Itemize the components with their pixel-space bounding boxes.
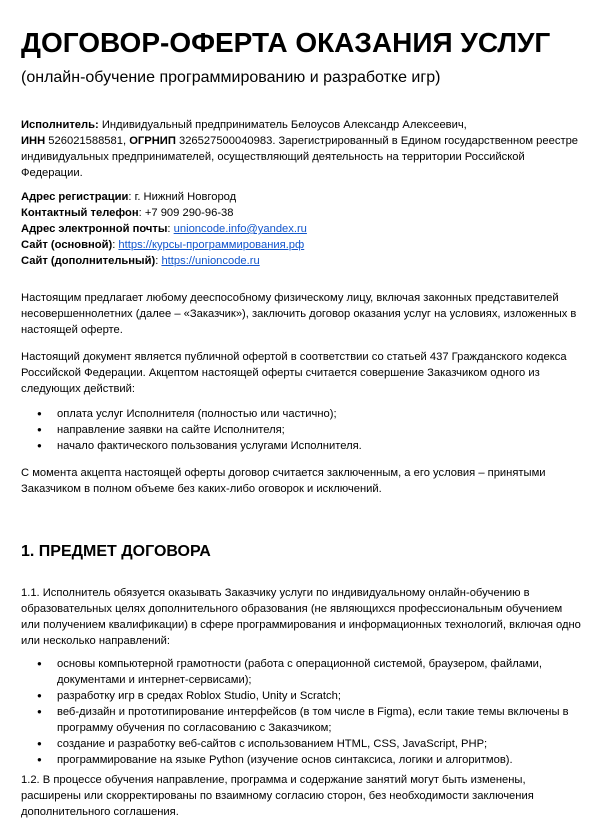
intro-paragraph-1: Настоящим предлагает любому дееспособному физическому лицу, включая законных представителей несовершеннолетних (далее – «Заказчик»), заключить договор оказания услуг на условиях, изложенных в настоящей оферте. bbox=[21, 292, 577, 336]
list-item: ● начало фактического пользования услугами Исполнителя. bbox=[21, 438, 582, 454]
site-main-sep: : bbox=[112, 239, 119, 251]
list-item: ● разработку игр в средах Roblox Studio, Unity и Scratch; bbox=[21, 688, 582, 704]
executor-info bbox=[21, 117, 582, 181]
contacts-block bbox=[21, 189, 582, 269]
registration-address bbox=[21, 189, 582, 205]
site-extra-sep: : bbox=[155, 255, 162, 267]
inn-value: 526021588581, bbox=[45, 135, 130, 147]
document-subtitle: (онлайн-обучение программированию и разработке игр) bbox=[21, 69, 441, 86]
list-item: ● создание и разработку веб-сайтов с использованием HTML, CSS, JavaScript, PHP; bbox=[21, 736, 582, 752]
site-extra-link[interactable]: https://unioncode.ru bbox=[161, 255, 260, 267]
email-sep: : bbox=[167, 223, 174, 235]
registration-value: : г. Нижний Новгород bbox=[128, 191, 237, 203]
document-title: ДОГОВОР-ОФЕРТА ОКАЗАНИЯ УСЛУГ bbox=[21, 27, 551, 58]
acceptance-actions bbox=[21, 406, 582, 454]
email-link[interactable]: unioncode.info@yandex.ru bbox=[173, 223, 307, 235]
inn-label: ИНН bbox=[21, 135, 46, 147]
executor-name: Индивидуальный предприниматель Белоусов Александр Алексеевич, bbox=[98, 119, 467, 131]
list-item: ● основы компьютерной грамотности (работа с операционной системой, браузером, файлами, документами и интернет-сервисами); bbox=[21, 656, 582, 688]
phone-label: Контактный телефон bbox=[21, 207, 139, 219]
registration-label: Адрес регистрации bbox=[21, 191, 129, 203]
site-main-link[interactable]: https://курсы-программирования.рф bbox=[118, 239, 305, 251]
site-extra bbox=[21, 253, 582, 269]
intro-paragraph-3: С момента акцепта настоящей оферты договор считается заключенным, а его условия – принятыми Заказчиком в полном объеме без каких-либо оговорок и исключений. bbox=[21, 467, 546, 495]
clause-1-1: 1.1. Исполнитель обязуется оказывать Заказчику услуги по индивидуальному онлайн-обучению в образовательных целях дополнительного образования (не являющихся профессиональным обучением или получением квалификации) в сфере программирования и информационных технологий, включая одно или несколько направлений: bbox=[21, 587, 581, 647]
list-item: ● оплата услуг Исполнителя (полностью или частично); bbox=[21, 406, 582, 422]
directions-list bbox=[21, 656, 582, 768]
list-item: ● программирование на языке Python (изучение основ синтаксиса, логики и алгоритмов). bbox=[21, 752, 582, 768]
executor-label: Исполнитель: bbox=[21, 119, 99, 131]
phone-value: : +7 909 290-96-38 bbox=[138, 207, 234, 219]
ogrnip-value: 326527500040983. Зарегистрированный в Едином государственном реестре индивидуальных предпринимателей, осуществляющий деятельность на территории Российской Федерации. bbox=[21, 135, 579, 179]
clause-1-2: 1.2. В процессе обучения направление, программа и содержание занятий могут быть изменены, расширены или скорректированы по взаимному согласию сторон, без необходимости заключения дополнительного соглашения. bbox=[21, 774, 534, 818]
site-main bbox=[21, 237, 582, 253]
contact-phone bbox=[21, 205, 582, 221]
contact-email bbox=[21, 221, 582, 237]
intro-paragraph-2: Настоящий документ является публичной офертой в соответствии со статьей 437 Гражданского кодекса Российской Федерации. Акцептом настоящей оферты считается совершение Заказчиком одного из следующих действий: bbox=[21, 351, 567, 395]
list-item: ● направление заявки на сайте Исполнителя; bbox=[21, 422, 582, 438]
email-label: Адрес электронной почты bbox=[21, 223, 168, 235]
site-main-label: Сайт (основной) bbox=[21, 239, 113, 251]
section-heading: 1. ПРЕДМЕТ ДОГОВОРА bbox=[21, 543, 211, 560]
list-item: ● веб-дизайн и прототипирование интерфейсов (в том числе в Figma), если такие темы включены в программу обучения по согласованию с Заказчиком; bbox=[21, 704, 582, 736]
site-extra-label: Сайт (дополнительный) bbox=[21, 255, 156, 267]
ogrnip-label: ОГРНИП bbox=[129, 135, 176, 147]
